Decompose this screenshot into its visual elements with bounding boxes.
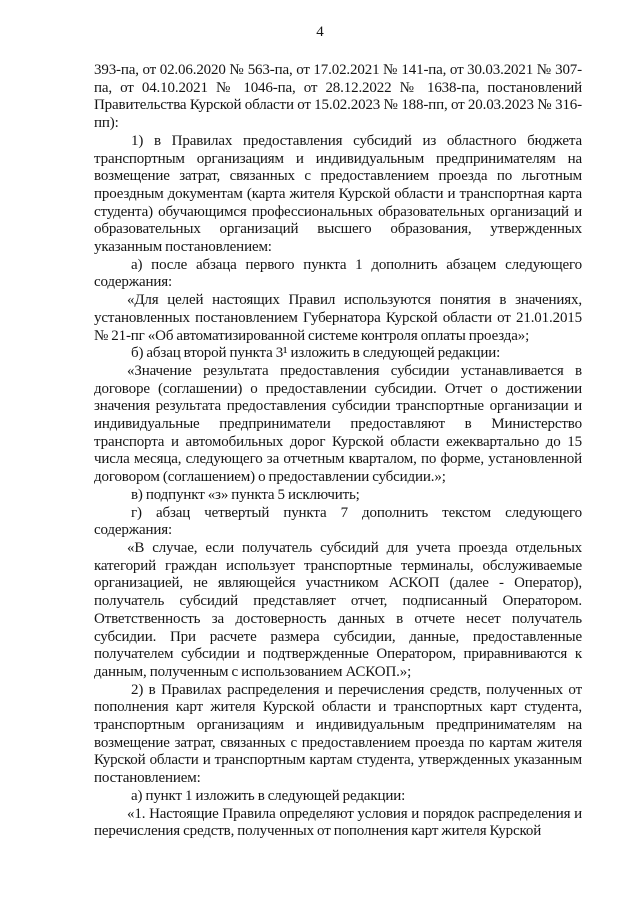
paragraph-item-1a: а) после абзаца первого пункта 1 дополнить абзацем следующего содержания: <box>94 256 582 291</box>
paragraph-quote-operator: «В случае, если получатель субсидий для учета проезда отдельных категорий граждан использует транспортные терминалы, обслуживаемые организацией, не являющейся участником АСКОП (далее - Оператор), получатель субсидий представляет отчет, подписанный Оператором. Ответственность за достоверность данных в отчете несет получатель субсидии. При расчете размера субсидии, данные, предоставленные получателем субсидии и подтвержденные Оператором, приравниваются к данным, полученным с использованием АСКОП.»; <box>94 539 582 680</box>
paragraph-quote-result-value: «Значение результата предоставления субсидии устанавливается в договоре (соглашении) о предоставлении субсидии. Отчет о достижении значения результата предоставления субсидии транспортные организации и индивидуальные предприниматели предоставляют в Министерство транспорта и автомобильных дорог Курской области ежеквартально до 15 числа месяца, следующего за отчетным кварталом, по форме, установленной договором (соглашением) о предоставлении субсидии.»; <box>94 362 582 486</box>
paragraph-amendment-list: 393-па, от 02.06.2020 № 563-па, от 17.02.2021 № 141-па, от 30.03.2021 № 307-па, от 04.10.2021 № 1046-па, от 28.12.2022 № 1638-па, постановлений Правительства Курской области от 15.02.2023 № 188-пп, от 20.03.2023 № 316-пп): <box>94 62 582 132</box>
paragraph-item-2: 2) в Правилах распределения и перечисления средств, полученных от пополнения карт жителя Курской области и транспортных карт студента, транспортным организациям и индивидуальным предпринимателям на возмещение затрат, связанных с предоставлением проезда по картам жителя Курской области и транспортным картам студента, утвержденных указанным постановлением: <box>94 681 582 787</box>
paragraph-item-1g: г) абзац четвертый пункта 7 дополнить текстом следующего содержания: <box>94 504 582 539</box>
paragraph-quote-rules-scope: «1. Настоящие Правила определяют условия и порядок распределения и перечисления средств, полученных от пополнения карт жителя Курской <box>94 805 582 840</box>
paragraph-item-2a: а) пункт 1 изложить в следующей редакции: <box>131 787 406 804</box>
paragraph-item-1v: в) подпункт «з» пункта 5 исключить; <box>131 486 360 503</box>
paragraph-item-1: 1) в Правилах предоставления субсидий из областного бюджета транспортным организациям и индивидуальным предпринимателям на возмещение затрат, связанных с предоставлением проезда по льготным проездным документам (карта жителя Курской области и транспортная карта студента) обучающимся профессиональных образовательных организаций и образовательных организаций высшего образования, утвержденных указанным постановлением: <box>94 132 582 256</box>
paragraph-item-1b: б) абзац второй пункта 3¹ изложить в следующей редакции: <box>131 345 501 362</box>
document-body <box>94 62 582 841</box>
paragraph-quote-definitions: «Для целей настоящих Правил используются понятия в значениях, установленных постановлением Губернатора Курской области от 21.01.2015 № 21-пг «Об автоматизированной системе контроля оплаты проезда»; <box>94 292 582 344</box>
page-number: 4 <box>316 24 324 40</box>
